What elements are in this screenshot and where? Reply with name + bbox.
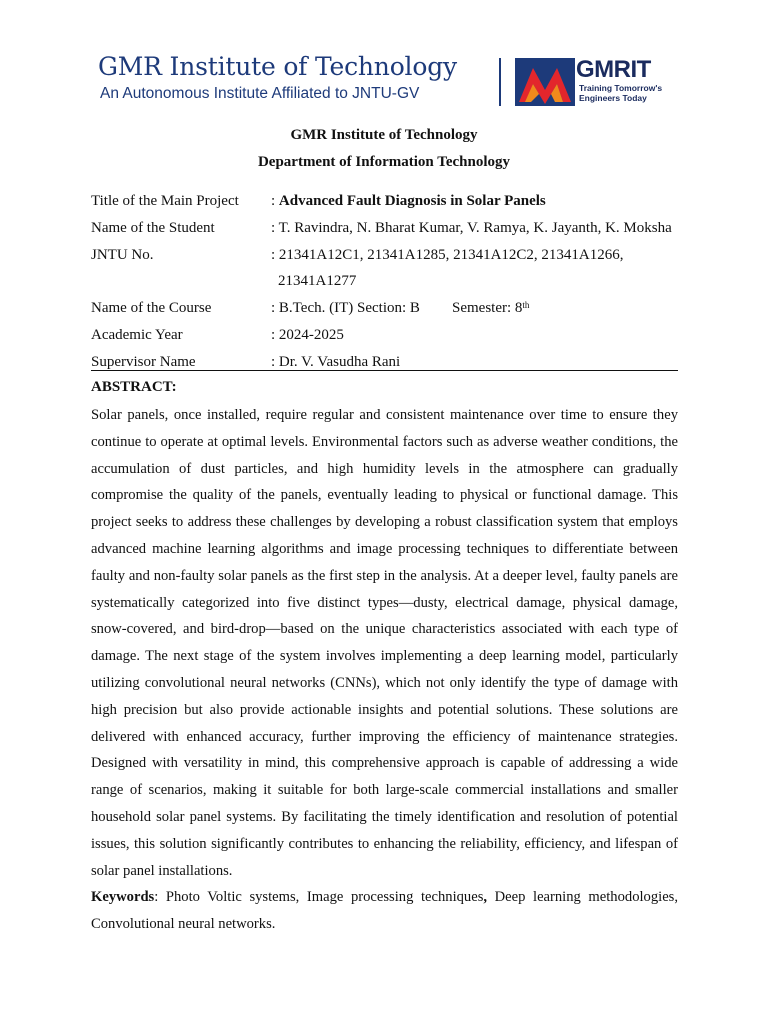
- jntu-label: JNTU No.: [91, 246, 154, 263]
- project-title-value: [271, 188, 546, 215]
- info-row-project: [91, 188, 678, 215]
- course-label: Name of the Course: [91, 300, 212, 317]
- semester-value: [452, 295, 529, 322]
- project-title-label: Title of the Main Project: [91, 193, 239, 209]
- project-title-text: Advanced Fault Diagnosis in Solar Panels: [278, 193, 546, 209]
- semester-superscript: th: [522, 300, 530, 311]
- project-title-colon: :: [271, 193, 279, 209]
- project-info-table: [91, 188, 678, 376]
- keywords-text-1: : Photo Voltic systems, Image processing techniques: [154, 889, 484, 905]
- info-row-student: [91, 215, 678, 242]
- info-row-jntu-cont: [91, 268, 678, 295]
- student-value: : T. Ravindra, N. Bharat Kumar, V. Ramya, K. Jayanth, K. Moksha: [271, 219, 672, 236]
- jntu-value-continued: 21341A1277: [278, 273, 357, 290]
- info-row-jntu: [91, 242, 678, 269]
- semester-text: Semester: 8: [452, 300, 523, 317]
- student-label: Name of the Student: [91, 219, 215, 236]
- document-department-title: Department of Information Technology: [257, 154, 511, 170]
- section-divider: [91, 370, 678, 371]
- gmrit-logo-icon: [515, 58, 575, 106]
- course-value: : B.Tech. (IT) Section: B: [271, 300, 420, 317]
- supervisor-value: : Dr. V. Vasudha Rani: [271, 353, 401, 370]
- abstract-text: Solar panels, once installed, require regular and consistent maintenance over time to ensure they continue to operate at optimal levels. Environmental factors such as adverse weather conditions, the accumulation of dust particles, and high humidity levels in the atmosphere can gradually compromise the quality of the panels, eventually leading to physical or functional damage. This project seeks to address these challenges by developing a robust classification system that employs advanced machine learning algorithms and image processing techniques to differentiate between faulty and non-faulty solar panels as the first step in the analysis. At a deeper level, faulty panels are systematically categorized into five distinct types—dusty, electrical damage, physical damage, snow-covered, and bird-drop—based on the unique characteristics associated with each type of damage. The next stage of the system involves implementing a deep learning model, particularly utilizing convolutional neural networks (CNNs), which not only identify the type of damage with high precision but also provide actionable insights and potential solutions. These solutions are delivered with enhanced accuracy, further improving the efficiency of maintenance strategies. Designed with versatility in mind, this comprehensive approach is capable of addressing a wide range of scenarios, making it suitable for both large-scale commercial installations and smaller household solar panel systems. By facilitating the timely identification and resolution of potential issues, this solution significantly contributes to enhancing the reliability, efficiency, and lifespan of solar panel installations.: [91, 407, 678, 879]
- supervisor-label: Supervisor Name: [91, 353, 196, 370]
- academic-year-label: Academic Year: [91, 326, 183, 343]
- document-institute-title: GMR Institute of Technology: [290, 127, 478, 143]
- keywords-comma: ,: [483, 889, 488, 905]
- keywords-label: Keywords: [91, 889, 155, 905]
- page-header: [98, 52, 678, 108]
- info-row-course: [91, 295, 678, 322]
- academic-year-value: : 2024-2025: [271, 326, 344, 343]
- keywords-paragraph: [91, 884, 678, 938]
- institute-subtitle: An Autonomous Institute Affiliated to JNTU-GV: [100, 85, 420, 102]
- gmrit-logo-tagline: Training Tomorrow's Engineers Today: [579, 83, 663, 103]
- institute-name-logo: GMR Institute of Technology: [98, 52, 457, 81]
- keywords-text-2: Deep learning methodologies, Convolutional neural networks.: [91, 889, 678, 932]
- info-row-supervisor: [91, 349, 678, 376]
- info-row-year: [91, 322, 678, 349]
- header-divider: [499, 58, 501, 106]
- gmrit-logo-text: GMRIT: [576, 56, 651, 83]
- jntu-value: : 21341A12C1, 21341A1285, 21341A12C2, 21341A1266,: [271, 246, 624, 263]
- abstract-heading: ABSTRACT:: [91, 379, 177, 395]
